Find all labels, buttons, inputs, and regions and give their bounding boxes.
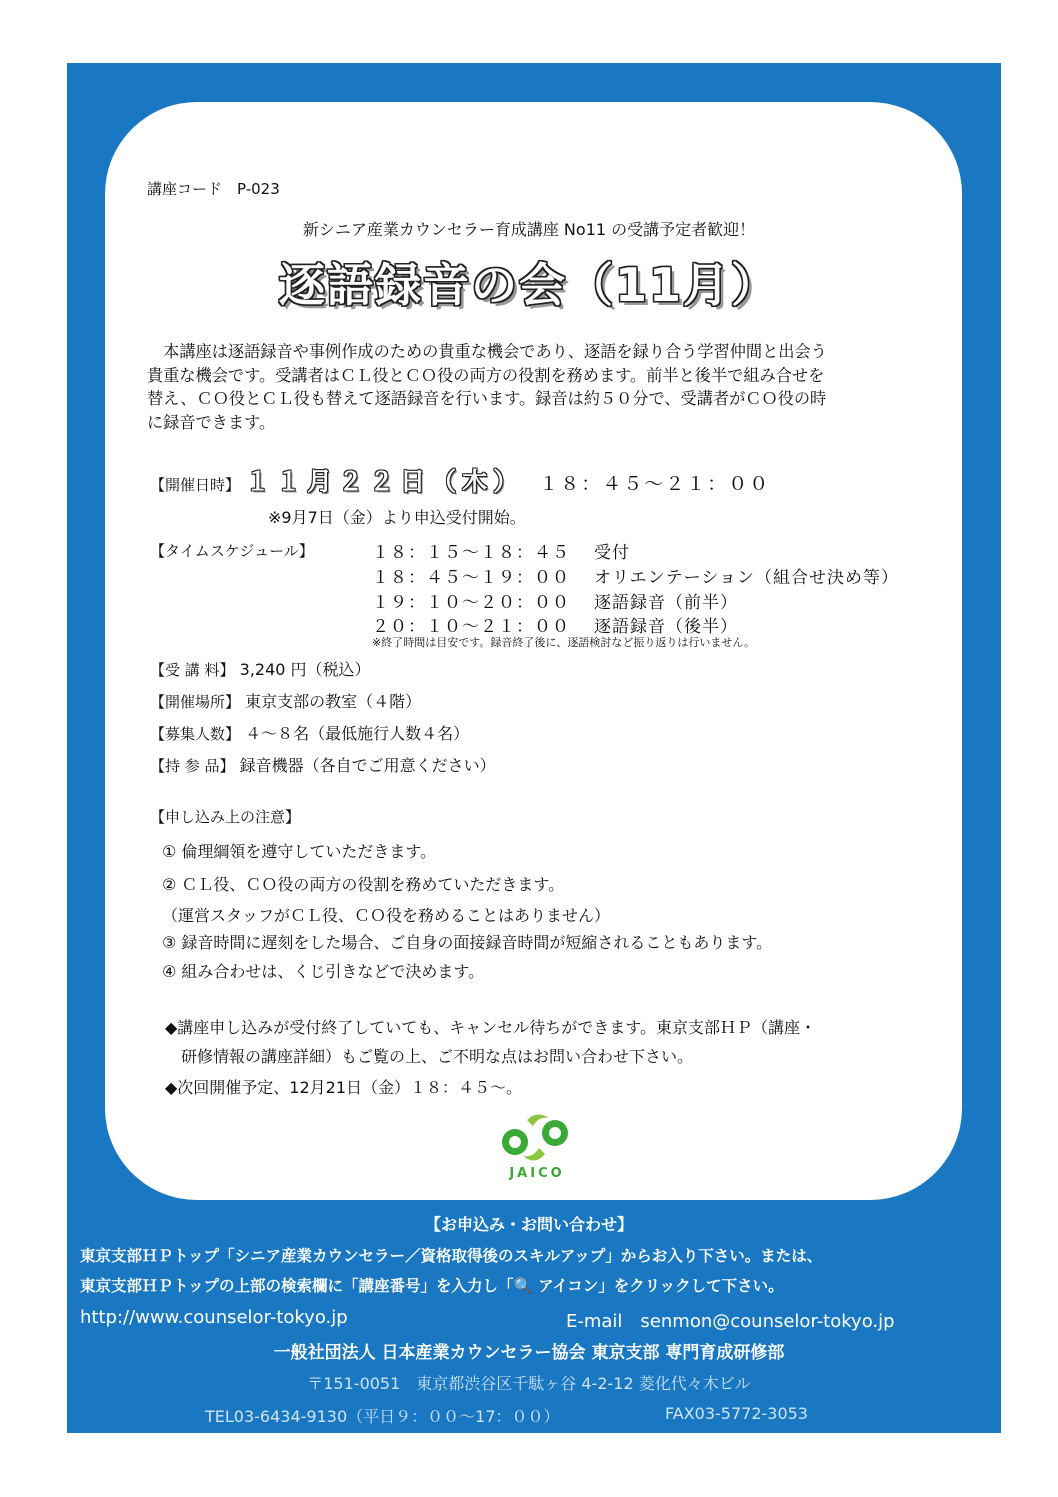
jaico-logo [497,1110,577,1185]
jaico-logo-text: JAICO [509,1166,565,1181]
schedule-item: 逐語録音（後半） [594,617,738,637]
course-code: 講座コード P-023 [147,180,280,198]
footer-heading: 【お申込み・お問い合わせ】 [424,1215,633,1234]
schedule-row [372,538,630,563]
note-item: ④ 組み合わせは、くじ引きなどで決めます。 [162,962,485,981]
footer-line2: 東京支部ＨＰトップの上部の検索欄に「講座番号」を入力し「🔍 アイコン」をクリックして下さい。 [80,1277,784,1295]
date-row [150,462,770,498]
place-value: 東京支部の教室（４階） [245,692,422,711]
note-item: ③ 録音時間に遅刻をした場合、ご自身の面接録音時間が短縮されることもあります。 [162,933,773,952]
capacity-label: 【募集人数】 [150,725,241,743]
date-note: ※9月7日（金）より申込受付開始。 [268,508,526,527]
schedule-item: 受付 [594,543,630,563]
intro-line: 替え、ＣＯ役とＣＬ役も替えて逐語録音を行います。録音は約５０分で、受講者がＣＯ役の時 [147,389,827,408]
note-item: ② ＣＬ役、ＣＯ役の両方の役割を務めていただきます。 [162,875,565,894]
intro-line: 本講座は逐語録音や事例作成のための貴重な機会であり、逐語を録り合う学習仲間と出会う [147,342,827,361]
intro-paragraph [147,340,937,434]
subtitle: 新シニア産業カウンセラー育成講座 No11 の受講予定者歓迎！ [302,220,756,239]
bullet-line: ◆次回開催予定、12月21日（金）１８：４５～。 [165,1078,523,1097]
date-time: １８：４５～２１：００ [539,473,771,495]
schedule-time: １８：４５～１９：００ [372,568,570,588]
schedule-time: １８：１５～１８：４５ [372,543,570,563]
notes-heading: 【申し込み上の注意】 [150,808,301,826]
footer-url-link[interactable]: http://www.counselor-tokyo.jp [80,1307,348,1328]
intro-line: に録音できます。 [147,412,276,432]
capacity-row [150,721,469,744]
fee-value: 3,240 円（税込） [239,660,371,679]
date-label: 【開催日時】 [150,476,241,494]
intro-line: 貴重な機会です。受講者はＣＬ役とＣＯ役の両方の役割を務めます。前半と後半で組み合せを [147,365,825,385]
schedule-note: ※終了時間は目安です。録音終了後に、逐語検討など振り返りは行いません。 [372,636,755,649]
schedule-time: １９：１０～２０：００ [372,593,570,613]
footer-email-link[interactable]: E-mail senmon@counselor-tokyo.jp [566,1311,895,1332]
footer-tel: TEL03-6434-9130（平日９：００～17：００） [205,1407,560,1426]
place-row [150,689,421,712]
schedule-item: オリエンテーション（組合せ決め等） [594,568,899,588]
schedule-label: 【タイムスケジュール】 [150,542,314,560]
bring-label: 【持 参 品】 [150,757,235,775]
page-title: 逐語録音の会（11月） [278,258,779,312]
bring-value: 録音機器（各自でご用意ください） [239,756,496,775]
bullet-line: ◆講座申し込みが受付終了していても、キャンセル待ちができます。東京支部ＨＰ（講座・ [165,1018,817,1037]
fee-row [150,657,371,680]
schedule-row [372,563,899,588]
footer-line1: 東京支部ＨＰトップ「シニア産業カウンセラー／資格取得後のスキルアップ」からお入り下さい。または、 [80,1247,823,1265]
schedule-time: ２０：１０～２１：００ [372,617,570,637]
schedule-row [372,588,738,613]
footer-fax: FAX03-5772-3053 [665,1404,808,1423]
schedule-item: 逐語録音（前半） [594,593,738,613]
date-big: １１月２２日（木） [245,467,525,496]
fee-label: 【受 講 料】 [150,661,235,679]
note-item: （運営スタッフがＣＬ役、ＣＯ役を務めることはありません） [162,906,611,925]
footer-address: 〒151-0051 東京都渋谷区千駄ヶ谷 4-2-12 菱化代々木ビル [307,1374,751,1393]
bring-row [150,753,496,776]
bullet-line: 研修情報の講座詳細）もご覧の上、ご不明な点はお問い合わせ下さい。 [165,1047,694,1066]
place-label: 【開催場所】 [150,693,241,711]
note-item: ① 倫理綱領を遵守していただきます。 [162,842,437,861]
footer-org: 一般社団法人 日本産業カウンセラー協会 東京支部 専門育成研修部 [273,1343,785,1363]
capacity-value: ４～８名（最低施行人数４名） [245,724,470,743]
